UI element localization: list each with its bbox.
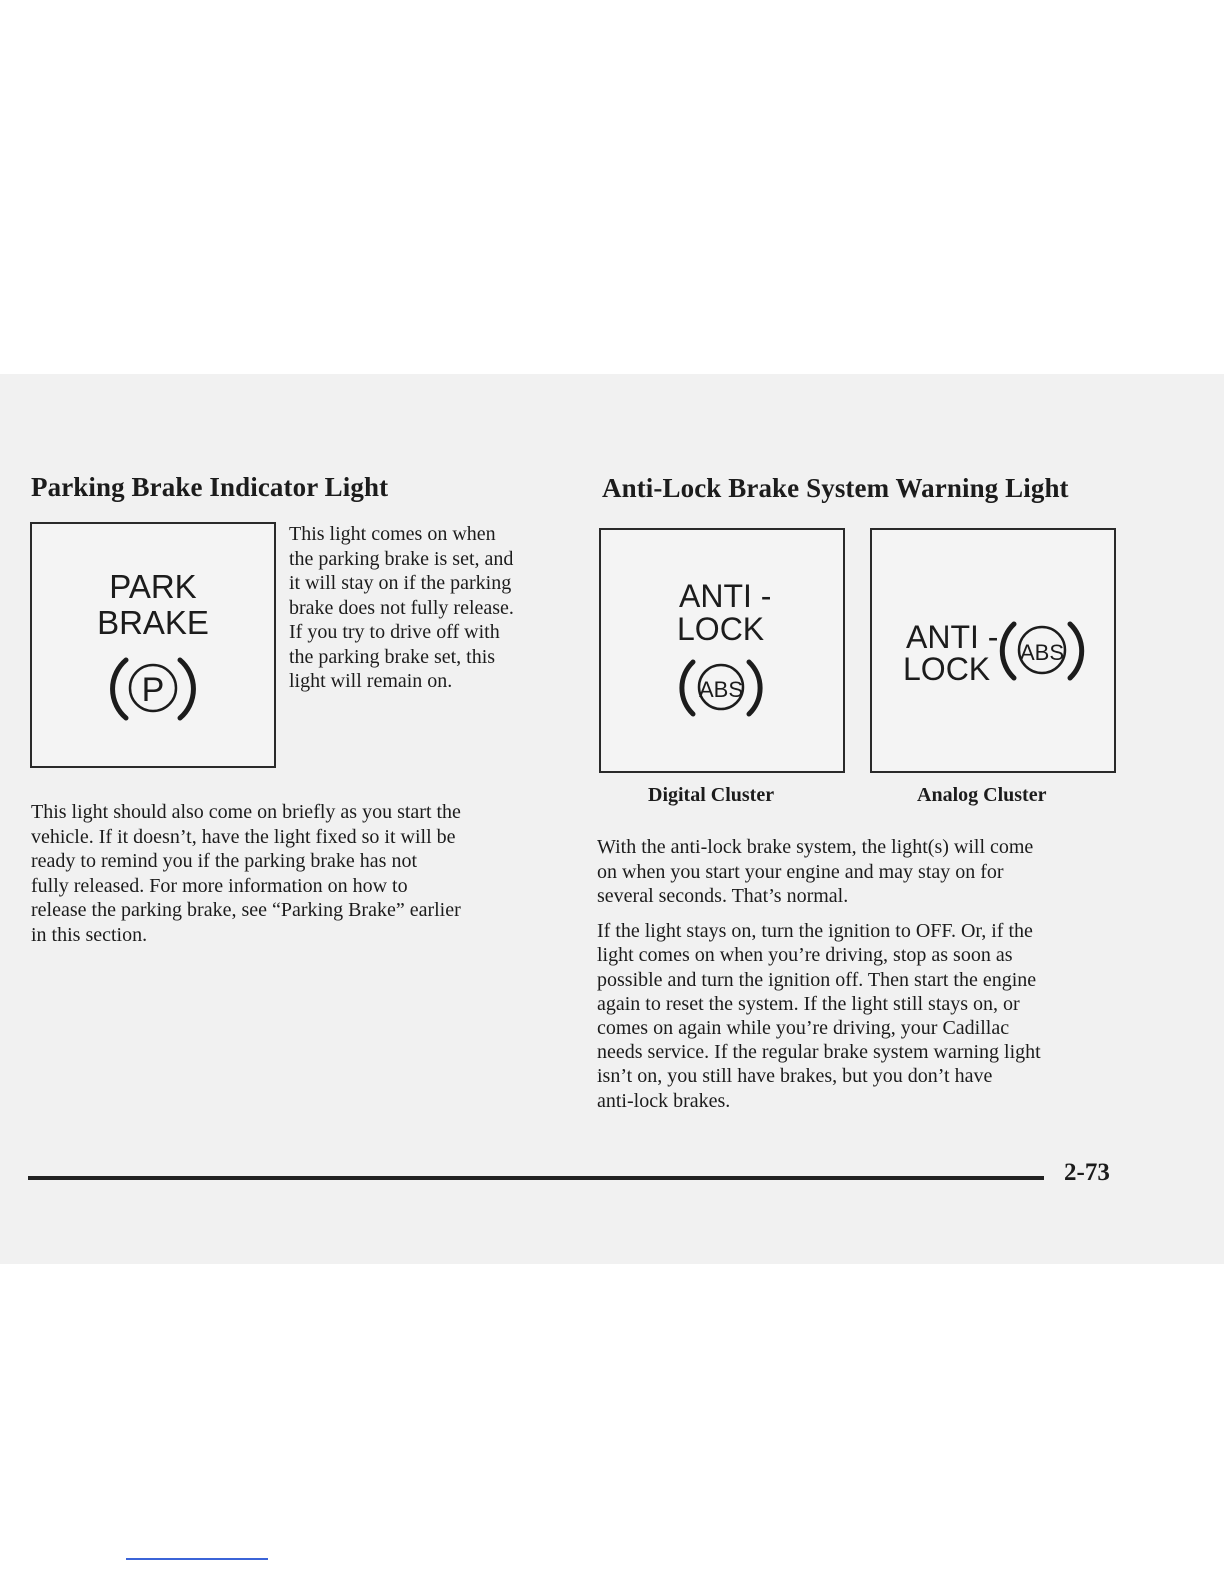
parking-brake-heading: Parking Brake Indicator Light [31, 472, 389, 502]
parking-brake-icon [32, 524, 274, 766]
body-line: release the parking brake, see “Parking Brake” earlier [31, 899, 461, 921]
abs-line: With the anti-lock brake system, the light(s) will come [597, 836, 1034, 858]
lock-label: LOCK [677, 611, 765, 647]
anti-label: ANTI - [679, 578, 772, 614]
body-line: in this section. [31, 924, 148, 946]
footer-rule [28, 1176, 1044, 1180]
abs-glyph: ABS [698, 677, 744, 702]
side-line: If you try to drive off with [289, 621, 500, 643]
analog-cluster-symbol-box [870, 528, 1116, 773]
body-line: This light should also come on briefly as you start the [31, 801, 461, 823]
side-line: brake does not fully release. [289, 597, 514, 619]
brake-label: BRAKE [97, 604, 209, 641]
digital-cluster-caption: Digital Cluster [648, 784, 775, 806]
abs-line: anti-lock brakes. [597, 1090, 731, 1112]
side-line: light will remain on. [289, 670, 453, 692]
analog-cluster-caption: Analog Cluster [917, 784, 1047, 806]
p-glyph: P [141, 671, 165, 709]
abs-line: If the light stays on, turn the ignition to OFF. Or, if the [597, 920, 1033, 942]
lock-label: LOCK [903, 651, 991, 687]
abs-line: possible and turn the ignition off. Then start the engine [597, 969, 1037, 991]
parking-brake-symbol-box [30, 522, 276, 768]
body-line: ready to remind you if the parking brake has not [31, 850, 417, 872]
abs-line: light comes on when you’re driving, stop as soon as [597, 944, 1013, 966]
side-line: This light comes on when [289, 523, 496, 545]
body-line: vehicle. If it doesn’t, have the light fixed so it will be [31, 826, 456, 848]
link-underline[interactable] [126, 1558, 268, 1560]
page-number: 2-73 [1064, 1159, 1110, 1186]
side-line: the parking brake is set, and [289, 548, 514, 570]
abs-line: again to reset the system. If the light still stays on, or [597, 993, 1020, 1015]
abs-glyph: ABS [1019, 640, 1065, 665]
side-line: it will stay on if the parking [289, 572, 512, 594]
abs-line: several seconds. That’s normal. [597, 885, 849, 907]
abs-line: isn’t on, you still have brakes, but you don’t have [597, 1065, 993, 1087]
side-line: the parking brake set, this [289, 646, 496, 668]
abs-line: comes on again while you’re driving, your Cadillac [597, 1017, 1010, 1039]
abs-heading: Anti-Lock Brake System Warning Light [602, 473, 1069, 503]
park-label: PARK [109, 568, 197, 605]
anti-label: ANTI - [906, 619, 999, 655]
abs-warning-icon [872, 530, 1114, 771]
abs-warning-icon [601, 530, 843, 771]
abs-line: on when you start your engine and may stay on for [597, 861, 1004, 883]
body-line: fully released. For more information on how to [31, 875, 408, 897]
digital-cluster-symbol-box [599, 528, 845, 773]
abs-line: needs service. If the regular brake system warning light [597, 1041, 1041, 1063]
